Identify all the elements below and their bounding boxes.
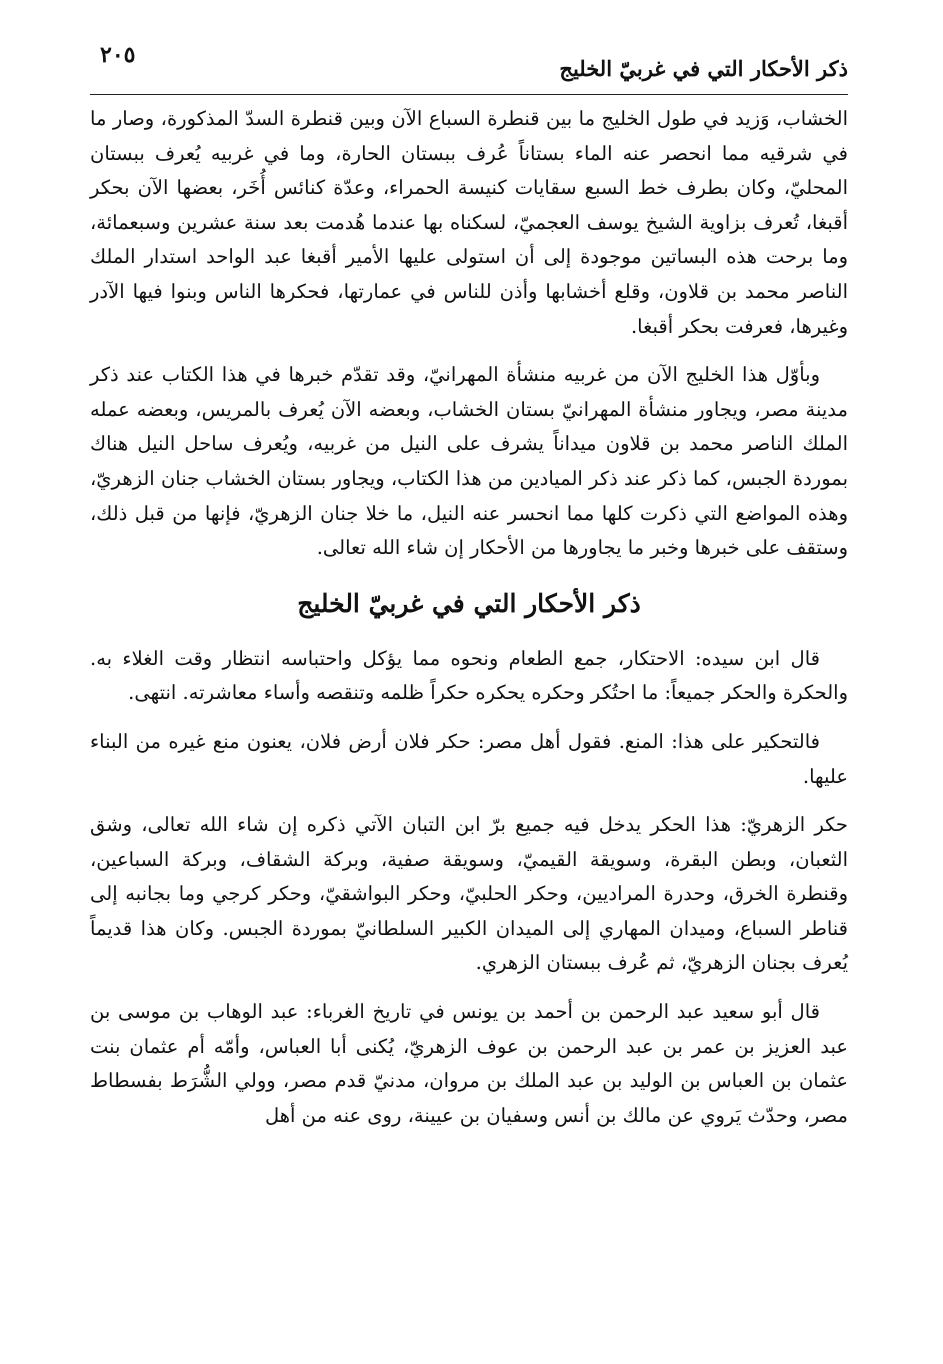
body-text: [90, 102, 848, 1147]
running-title: ذكر الأحكار التي في غربيّ الخليج: [559, 56, 848, 81]
paragraph-1: الخشاب، وَزيد في طول الخليج ما بين قنطرة السباع الآن وبين قنطرة السدّ المذكورة، وصار ما في شرقيه مما انحصر عنه الماء بستاناً عُرف ببستان الحارة، وما في غربيه يُعرف ببستان المحليّ، وكان بطرف خط السبع سقايات كنيسة الحمراء، وعدّة كنائس أُخَر، بعضها الآن بحكر أقبغا، تُعرف بزاوية الشيخ يوسف العجميّ، لسكناه بها عندما هُدمت بعد سنة عشرين وسبعمائة، وما برحت هذه البساتين موجودة إلى أن استولى عليها الأمير أقبغا عبد الواحد استدار الملك الناصر محمد بن قلاون، وقلع أخشابها وأذن للناس في عمارتها، فحكرها الناس وبنوا فيها الآدر وغيرها، فعرفت بحكر أقبغا.: [90, 107, 848, 338]
paragraph-4: فالتحكير على هذا: المنع. فقول أهل مصر: حكر فلان أرض فلان، يعنون منع غيره من البناء عليها.: [90, 729, 848, 788]
paragraph-5: حكر الزهريّ: هذا الحكر يدخل فيه جميع برّ ابن التبان الآتي ذكره إن شاء الله تعالى، وشق الثعبان، وبطن البقرة، وسويقة القيميّ، وسويقة صفية، وبركة الشقاف، وبركة السباعين، وقنطرة الخرق، وحدرة المراديين، وحكر الحلبيّ، وحكر البواشقيّ، وحكر كرجي وما بجانبه إلى قناطر السباع، وميدان المهاري إلى الميدان الكبير السلطانيّ بموردة الجبس. وكان هذا قديماً يُعرف بجنان الزهريّ، ثم عُرف ببستان الزهري.: [90, 813, 848, 975]
page-header: [90, 42, 848, 95]
paragraph-6: قال أبو سعيد عبد الرحمن بن أحمد بن يونس في تاريخ الغرباء: عبد الوهاب بن موسى بن عبد العزيز بن عمر بن عبد الرحمن بن عوف الزهريّ، يُكنى أبا العباس، وأمّه أم عثمان بنت عثمان بن العباس بن الوليد بن عبد الملك بن مروان، مدنيّ قدم مصر، وولي الشُّرَط بفسطاط مصر، وحدّث يَروي عن مالك بن أنس وسفيان بن عيينة، روى عنه من أهل: [90, 1000, 848, 1127]
page-number: ٢٠٥: [100, 42, 136, 68]
paragraph-2: وبأوّل هذا الخليج الآن من غربيه منشأة المهرانيّ، وقد تقدّم خبرها في هذا الكتاب عند ذكر مدينة مصر، ويجاور منشأة المهرانيّ بستان الخشاب، وبعضه الآن يُعرف بالمريس، وبعضه عمله الملك الناصر محمد بن قلاون ميداناً يشرف على النيل من غربيه، ويُعرف ساحل النيل هناك بموردة الجبس، كما ذكر عند ذكر الميادين من هذا الكتاب، ويجاور بستان الخشاب جنان الزهريّ، وهذه المواضع التي ذكرت كلها مما انحسر عنه النيل، ما خلا جنان الزهريّ، فإنها من قبل ذلك، وستقف على خبرها وخبر ما يجاورها من الأحكار إن شاء الله تعالى.: [90, 363, 848, 560]
section-heading: ذكر الأحكار التي في غربيّ الخليج: [297, 588, 641, 618]
paragraph-3: قال ابن سيده: الاحتكار، جمع الطعام ونحوه مما يؤكل واحتباسه انتظار وقت الغلاء به. والحكرة والحكر جميعاً: ما احتُكر وحكره يحكره حكراً ظلمه وتنقصه وأساء معاشرته. انتهى.: [90, 646, 848, 705]
